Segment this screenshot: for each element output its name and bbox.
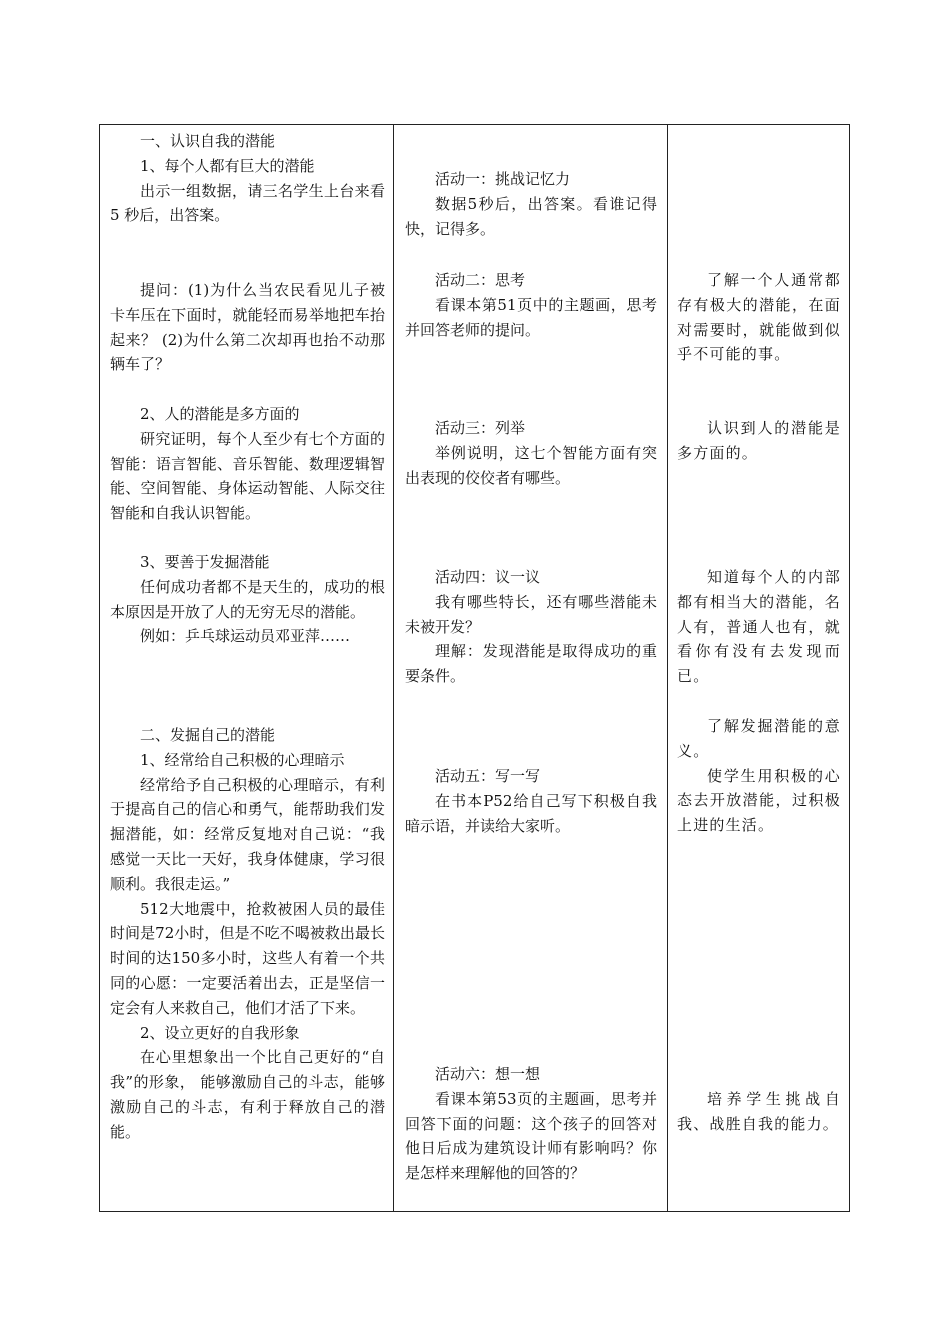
activity-title: 活动二：思考 (435, 271, 526, 289)
paragraph: 我有哪些特长，还有哪些潜能未未被开发？ (405, 592, 657, 636)
paragraph: 理解：发现潜能是取得成功的重要条件。 (405, 642, 657, 686)
paragraph: 任何成功者都不是天生的，成功的根本原因是开放了人的无穷无尽的潜能。 (110, 577, 385, 621)
activity-block (405, 1062, 657, 1186)
paragraph: 了解发掘潜能的意义。 (677, 717, 841, 760)
paragraph: 了解一个人通常都存有极大的潜能，在面对需要时，就能做到似乎不可能的事。 (677, 271, 841, 364)
paragraph: 认识到人的潜能是多方面的。 (677, 419, 841, 462)
section-one-intro (110, 129, 385, 228)
activity-title: 活动五：写一写 (435, 767, 541, 785)
goal-block (677, 416, 841, 466)
activity-title: 活动四：议一议 (435, 568, 541, 586)
paragraph: 培养学生挑战自我、战胜自我的能力。 (677, 1090, 841, 1133)
paragraph: 举例说明，这七个智能方面有突出表现的佼佼者有哪些。 (405, 443, 657, 487)
paragraph: 例如：乒乓球运动员邓亚萍…… (140, 627, 351, 646)
goal-block (677, 714, 841, 838)
lesson-plan-table (99, 124, 850, 1212)
paragraph: 研究证明，每个人至少有七个方面的智能：语言智能、音乐智能、数理逻辑智能、空间智能、身体运动智能、人际交往智能和自我认识智能。 (110, 429, 385, 523)
activity-block (405, 416, 657, 490)
activity-block (405, 268, 657, 342)
section-two-heading: 二、发掘自己的潜能 (140, 726, 276, 744)
activity-block (405, 565, 657, 689)
paragraph: 在心里想象出一个比自己更好的“自我”的形象， 能够激励自己的斗志，能够激励自己的斗志，有利于释放自己的潜能。 (110, 1048, 385, 1141)
goal-column (667, 125, 849, 1211)
paragraph: 看课本第51页中的主题画，思考并回答老师的提问。 (405, 295, 657, 339)
paragraph: 经常给予自己积极的心理暗示，有利于提高自己的信心和勇气，能帮助我们发掘潜能，如：经常反复地对自己说：“我感觉一天比一天好，我身体健康，学习很顺利。我很走运。” (110, 775, 385, 893)
subsection-block (110, 550, 385, 649)
paragraph: 512大地震中，抢救被困人员的最佳时间是72小时，但是不吃不喝被救出最长时间的达150多小时，这些人有着一个共同的心愿：一定要活着出去，正是坚信一定会有人来救自己，他们才活了下来。 (110, 899, 385, 1017)
subsection-title: 1、每个人都有巨大的潜能 (140, 156, 315, 175)
activity-title: 活动六：想一想 (435, 1065, 541, 1083)
goal-block (677, 268, 841, 367)
paragraph: 使学生用积极的心态去开放潜能，过积极上进的生活。 (677, 766, 841, 835)
subsection-block (110, 402, 385, 526)
question-block (110, 278, 385, 377)
paragraph: 出示一组数据，请三名学生上台来看 5 秒后，出答案。 (110, 181, 385, 225)
paragraph: 数据5秒后，出答案。看谁记得快，记得多。 (405, 194, 657, 238)
goal-block (677, 1087, 841, 1137)
activity-title: 活动三：列举 (435, 419, 526, 437)
section-two-block (110, 723, 385, 1145)
activity-column (393, 125, 667, 1211)
paragraph: 提问：(1)为什么当农民看见儿子被卡车压在下面时，就能轻而易举地把车抬起来？ (2)为什么第二次却再也抬不动那辆车了？ (110, 281, 385, 374)
paragraph: 看课本第53页的主题画，思考并回答下面的问题：这个孩子的回答对他日后成为建筑设计师有影响吗？你是怎样来理解他的回答的？ (405, 1089, 657, 1183)
goal-block (677, 565, 841, 689)
activity-block (405, 764, 657, 838)
subsection-title: 1、经常给自己积极的心理暗示 (140, 750, 345, 769)
subsection-title: 2、设立更好的自我形象 (140, 1023, 300, 1042)
subsection-title: 3、要善于发掘潜能 (140, 553, 270, 571)
activity-title: 活动一：挑战记忆力 (435, 170, 571, 188)
section-one-heading: 一、认识自我的潜能 (140, 132, 276, 150)
content-column (100, 125, 393, 1211)
paragraph: 知道每个人的内部都有相当大的潜能，名人有，普通人也有，就看你有没有去发现而已。 (677, 568, 841, 686)
subsection-title: 2、人的潜能是多方面的 (140, 405, 300, 423)
activity-block (405, 167, 657, 241)
paragraph: 在书本P52给自己写下积极自我暗示语，并读给大家听。 (405, 791, 657, 835)
